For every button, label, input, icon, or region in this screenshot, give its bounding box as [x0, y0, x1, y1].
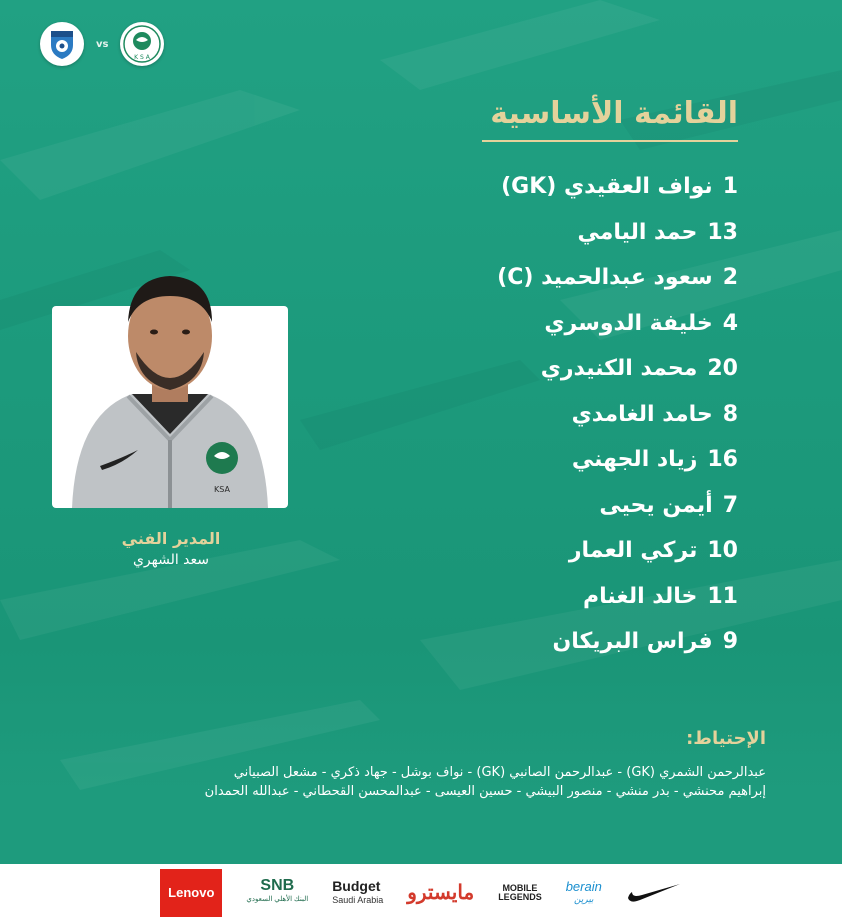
- player-name: أيمن يحيى: [599, 492, 713, 518]
- lineup-player: [378, 443, 738, 489]
- away-crest-text: K S A: [134, 54, 151, 61]
- player-name: خالد الغنام: [583, 583, 698, 609]
- lineup-player: [378, 489, 738, 535]
- lineup-player: [378, 625, 738, 671]
- lineup-player: [378, 534, 738, 580]
- maestro-logo: مايسترو: [407, 882, 475, 904]
- nike-logo: [626, 873, 682, 913]
- lineup-player: [378, 261, 738, 307]
- coach-photo: [52, 306, 288, 508]
- lineup-player: [378, 307, 738, 353]
- player-name: زياد الجهني: [571, 447, 698, 472]
- subs-line-2: إبراهيم محنشي - بدر منشي - منصور البيشي - حسين العيسى - عبدالمحسن القحطاني - عبدالله الحمدان: [204, 784, 766, 799]
- player-number: 7: [722, 492, 738, 518]
- subs-label: الإحتياط:: [686, 728, 766, 749]
- player-number: 8: [722, 401, 738, 427]
- sponsors-bar: [0, 864, 842, 921]
- player-number: 4: [722, 310, 738, 336]
- saudi-federation-crest-icon: [122, 24, 162, 64]
- budget-logo-subtext: Saudi Arabia: [332, 894, 384, 905]
- player-name: فراس البريكان: [552, 629, 713, 654]
- snb-logo-subtext: البنك الأهلي السعودي: [246, 895, 309, 903]
- berain-logo-text: berain: [565, 878, 602, 894]
- berain-logo-subtext: بيرين: [574, 893, 594, 904]
- mobile-legends-text-1: MOBILE: [502, 882, 538, 893]
- club-crest-icon: [45, 27, 79, 61]
- home-crest: [40, 22, 84, 66]
- player-number: 2: [722, 265, 738, 290]
- mobile-legends-text-2: LEGENDS: [498, 891, 542, 902]
- berain-logo: [566, 873, 602, 913]
- starting-lineup-list: [378, 170, 738, 671]
- lineup-player: [378, 352, 738, 398]
- snb-logo: [246, 873, 308, 913]
- player-name: خليفة الدوسري: [544, 310, 713, 336]
- lenovo-logo: Lenovo: [160, 869, 222, 917]
- match-logos: [40, 22, 164, 66]
- coach-portrait-illustration: [52, 244, 288, 508]
- player-number: 20: [707, 356, 738, 381]
- player-number: 13: [707, 219, 738, 245]
- coach-shirt-text: KSA: [214, 485, 230, 494]
- nike-swoosh-icon: [626, 882, 682, 904]
- mobile-legends-logo: [498, 873, 542, 913]
- lineup-player: [378, 398, 738, 444]
- player-number: 10: [707, 538, 738, 563]
- player-name: تركي العمار: [568, 538, 698, 563]
- budget-logo-text: Budget: [332, 877, 381, 894]
- budget-logo: [332, 873, 383, 913]
- vs-label: vs: [96, 38, 109, 50]
- substitutes-list: [36, 763, 766, 801]
- player-name: حامد الغامدي: [571, 401, 713, 427]
- player-name: نواف العقيدي (GK): [501, 174, 713, 199]
- coach-role: المدير الفني: [121, 529, 221, 548]
- player-number: 9: [722, 629, 738, 654]
- player-number: 11: [707, 583, 738, 609]
- snb-logo-text: SNB: [260, 876, 295, 894]
- coach-name: سعد الشهري: [132, 552, 210, 568]
- player-name: سعود عبدالحميد (C): [497, 265, 713, 290]
- lineup-player: [378, 216, 738, 262]
- player-number: 1: [722, 174, 738, 199]
- lineup-player: [378, 580, 738, 626]
- title-underline: [482, 140, 738, 142]
- lineup-title: القائمة الأساسية: [490, 96, 738, 131]
- subs-line-1: عبدالرحمن الشمري (GK) - عبدالرحمن الصانبي (GK) - نواف بوشل - جهاد ذكري - مشعل الصبياني: [233, 765, 766, 780]
- player-name: حمد اليامي: [577, 219, 698, 245]
- player-number: 16: [707, 447, 738, 472]
- away-crest: [120, 22, 164, 66]
- player-name: محمد الكنيدري: [540, 356, 698, 381]
- lineup-player: [378, 170, 738, 216]
